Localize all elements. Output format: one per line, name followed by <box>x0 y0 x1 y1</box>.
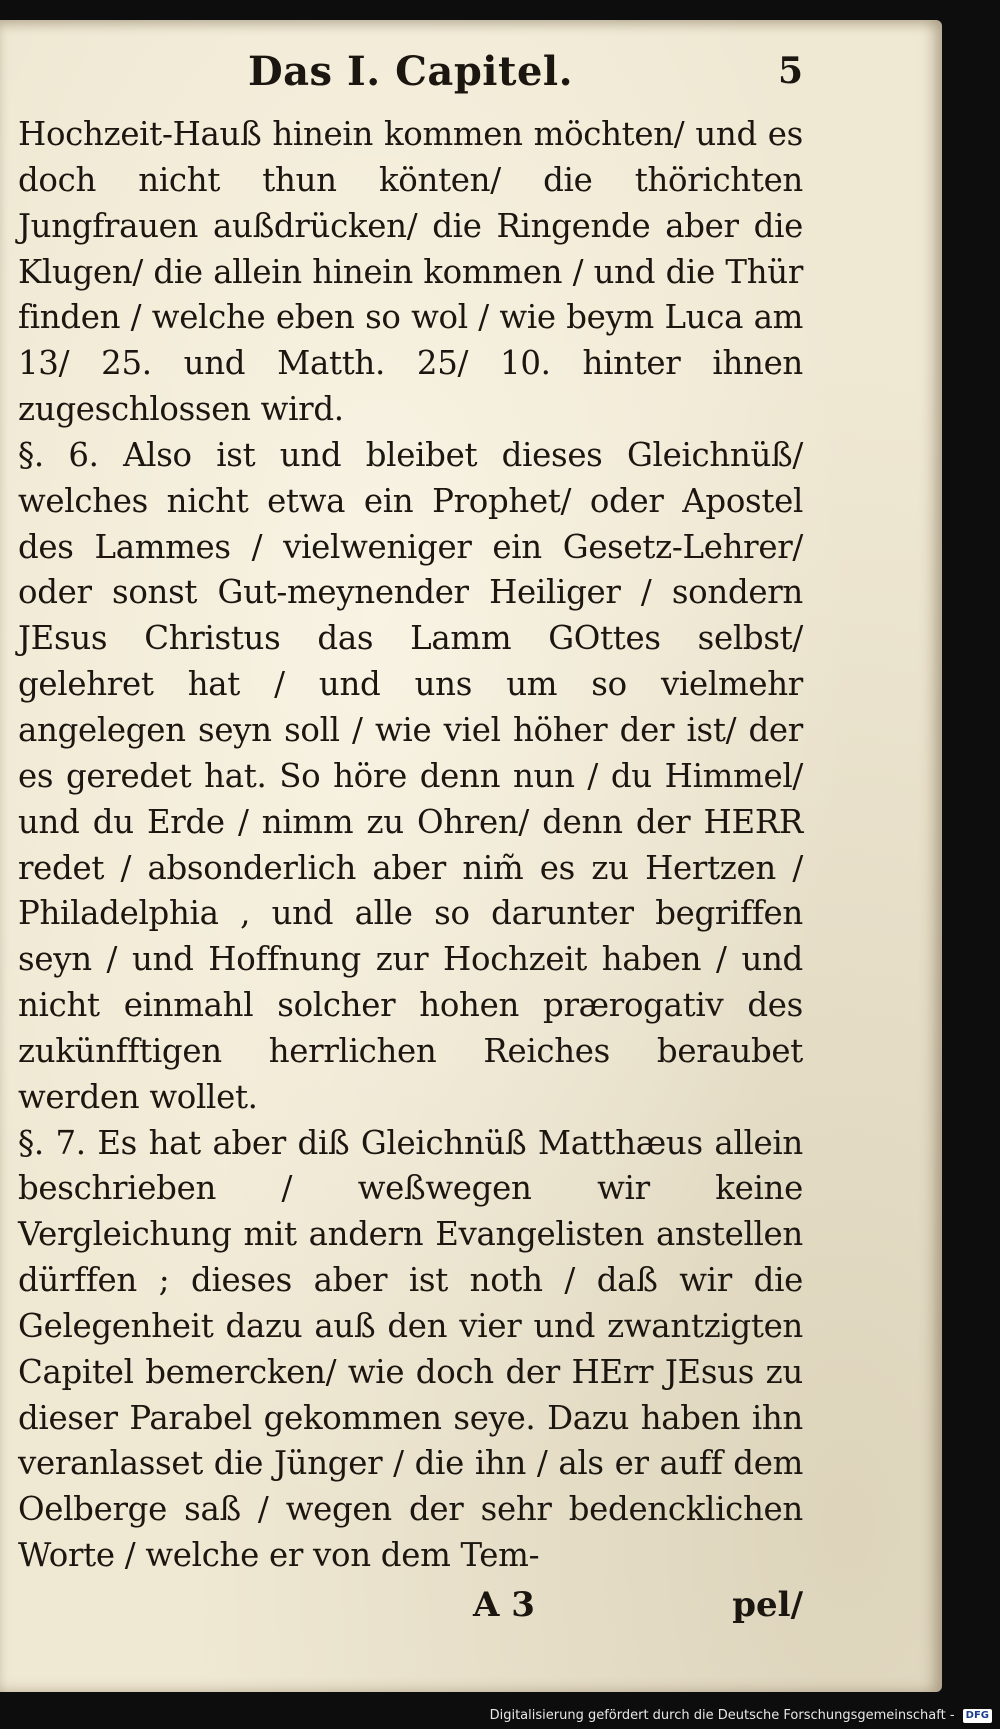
paragraph-section-6: §. 6. Also ist und bleibet dieses Gleichnüß/ welches nicht etwa ein Prophet/ oder Apostel des Lammes / vielweniger ein Gesetz-Lehrer/ oder sonst Gut-meynender Heiliger / sondern JEsus Christus das Lamm GOttes selbst/ gelehret hat / und uns um so vielmehr angelegen seyn soll / wie viel höher der ist/ der es geredet hat. So höre denn nun / du Himmel/ und du Erde / nimm zu Ohren/ denn der HERR redet / absonderlich aber nim̃ es zu Hertzen / Philadelphia , und alle so darunter begriffen seyn / und Hoffnung zur Hochzeit haben / und nicht einmahl solcher hohen prærogativ des zukünfftigen herrlichen Reiches beraubet werden wollet. <box>18 435 803 1116</box>
paragraph-continued: Hochzeit-Hauß hinein kommen möchten/ und es doch nicht thun könten/ die thörichten Jungfrauen außdrücken/ die Ringende aber die Klugen/ die allein hinein kommen / und die Thür finden / welche eben so wol / wie beym Luca am 13/ 25. und Matth. 25/ 10. hinter ihnen zugeschlossen wird. <box>18 115 803 429</box>
page-footer-line <box>18 1585 803 1645</box>
book-page <box>0 20 942 1692</box>
paragraph-section-7: §. 7. Es hat aber diß Gleichnüß Matthæus allein beschrieben / weßwegen wir keine Vergleichung mit andern Evangelisten anstellen dürffen ; dieses aber ist noth / daß wir die Gelegenheit dazu auß den vier und zwantzigten Capitel bemercken/ wie doch der HErr JEsus zu dieser Parabel gekommen seye. Dazu haben ihn veranlasset die Jünger / die ihn / als er auff dem Oelberge saß / wegen der sehr bedencklichen Worte / welche er von dem Tem- <box>18 1123 803 1575</box>
page-content <box>18 48 803 1645</box>
signature-mark: A 3 <box>473 1585 535 1625</box>
funding-credit: Digitalisierung gefördert durch die Deutsche Forschungsgemeinschaft - <box>489 1708 955 1723</box>
page-number: 5 <box>777 50 803 92</box>
chapter-title: Das I. Capitel. <box>247 48 574 95</box>
credit-bar <box>0 1703 1000 1729</box>
dfg-logo-icon: DFG <box>963 1709 992 1723</box>
catchword: pel/ <box>732 1585 803 1625</box>
body-text <box>18 112 803 1579</box>
running-head <box>18 48 803 112</box>
